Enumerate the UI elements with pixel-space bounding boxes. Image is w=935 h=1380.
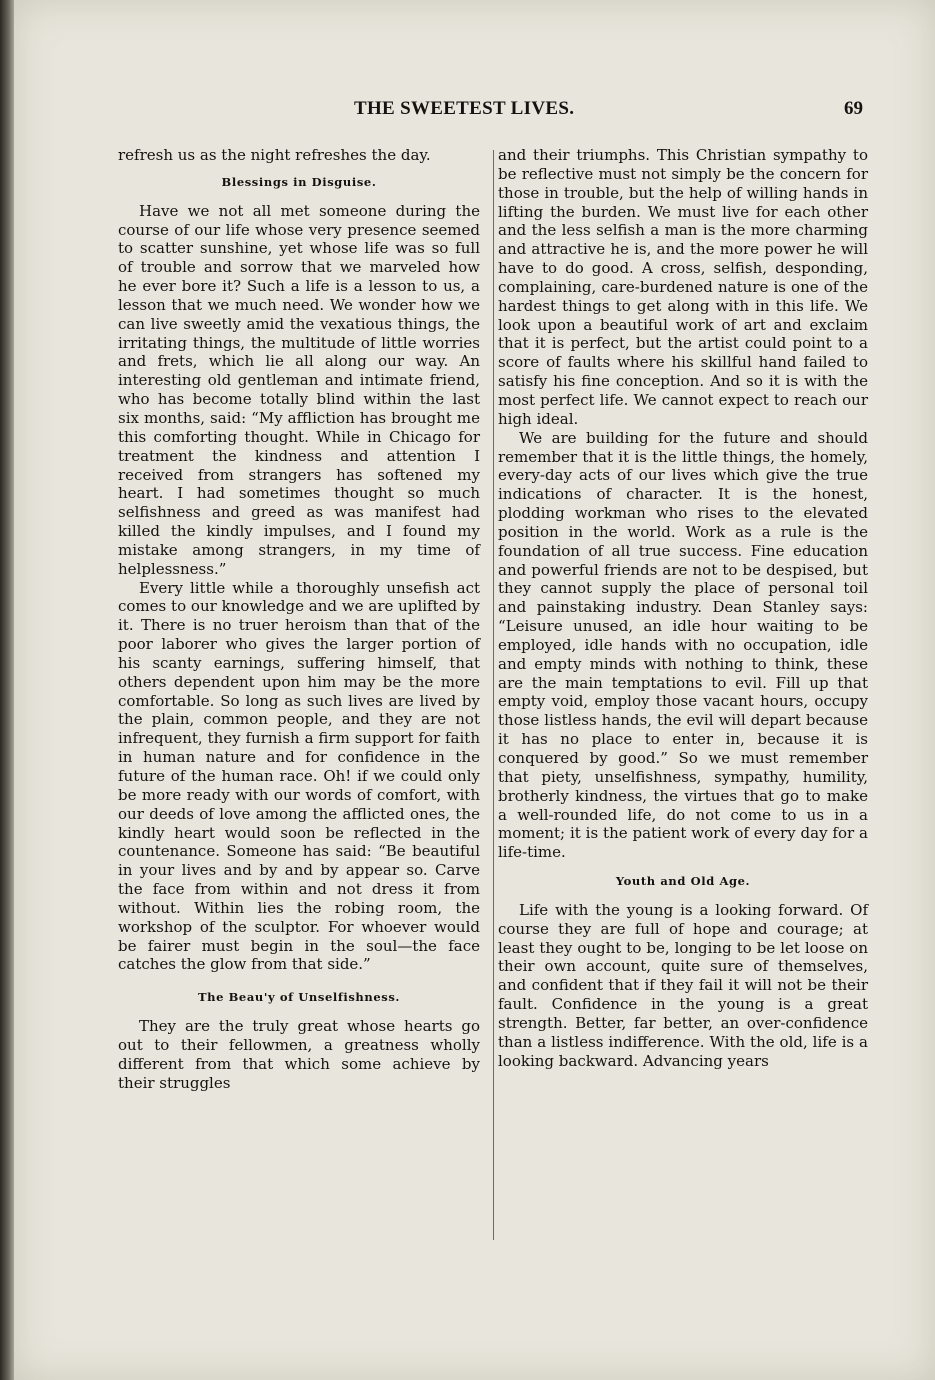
book-page: [14, 0, 935, 1380]
paragraph: We are building for the future and should remember that it is the little things, the homely, every-day acts of our lives which give the true indications of character. It is the honest, plodding workman who rises to the elevated position in the world. Work as a rule is the foundation of all true success. Fine education and powerful friends are not to be despised, but they cannot supply the place of personal toil and painstaking industry. Dean Stanley says: “Leisure unused, an idle hour waiting to be employed, idle hands with no occupation, idle and empty minds with nothing to think, these are the main temptations to evil. Fill up that empty void, employ those vacant hours, occupy those listless hands, the evil will depart because it has no place to enter in, because it is conquered by good.” So we must remember that piety, unselfishness, sympathy, humility, brotherly kindness, the virtues that go to make a well-rounded life, do not come to us in a moment; it is the patient work of every day for a life-time.: [498, 428, 868, 862]
paragraph: and their triumphs. This Christian sympathy to be reflective must not simply be the concern for those in trouble, but the help of willing hands in lifting the burden. We must live for each other and the less selfish a man is the more charming and attractive he is, and the more power he will have to do good. A cross, selfish, desponding, complaining, care-burdened nature is one of the hardest things to get along with in this life. We look upon a beautiful work of art and exclaim that it is perfect, but the artist could point to a score of faults where his skillful hand failed to satisfy his fine conception. And so it is with the most perfect life. We cannot expect to reach our high ideal.: [498, 146, 868, 428]
running-header: [14, 98, 935, 124]
section-heading-youth: Youth and Old Age.: [615, 874, 751, 889]
right-column: [498, 146, 868, 1071]
paragraph: Life with the young is a looking forward. Of course they are full of hope and courage; at least they ought to be, longing to be let loose on their own account, quite sure of themselves, and confident that if they fail it will not be their fault. Confidence in the young is a great strength. Better, far better, an over-confidence than a listless indifference. With the old, life is a looking backward. Advancing years: [498, 900, 868, 1070]
paragraph: Have we not all met someone during the course of our life whose very presence seemed to scatter sunshine, yet whose life was so full of trouble and sorrow that we marveled how he ever bore it? Such a life is a lesson to us, a lesson that we much need. We wonder how we can live sweetly amid the vexatious things, the irritating things, the multitude of little worries and frets, which lie all along our way. An interesting old gentleman and intimate friend, who has become totally blind within the last six months, said: “My affliction has brought me this comforting thought. While in Chicago for treatment the kindness and attention I received from strangers has softened my heart. I had sometimes thought so much selfishness and greed as was manifest had killed the kindly impulses, and I found my mistake among strangers, in my time of helplessness.”: [118, 201, 480, 578]
book-spine-shadow: [0, 0, 14, 1380]
running-title: THE SWEETEST LIVES.: [354, 98, 575, 119]
section-heading-beauty: The Beau'y of Unselfishness.: [197, 990, 401, 1005]
page-number: 69: [844, 98, 863, 119]
continued-paragraph: refresh us as the night refreshes the day.: [118, 146, 431, 164]
paragraph: Every little while a thoroughly unsefish act comes to our knowledge and we are uplifted by it. There is no truer heroism than that of the poor laborer who gives the larger portion of his scanty earnings, suffering himself, that others dependent upon him may be the more comfortable. So long as such lives are lived by the plain, common people, and they are not infrequent, they furnish a firm support for faith in human nature and for confidence in the future of the human race. Oh! if we could only be more ready with our words of comfort, with our deeds of love among the afflicted ones, the kindly heart would soon be reflected in the countenance. Someone has said: “Be beautiful in your lives and by and by appear so. Carve the face from within and not dress it from without. Within lies the robing room, the workshop of the sculptor. For whoever would be fairer must begin in the soul—the face catches the glow from that side.”: [118, 578, 480, 974]
section-heading-blessings: Blessings in Disguise.: [221, 174, 377, 189]
paragraph: They are the truly great whose hearts go out to their fellowmen, a greatness wholly different from that which some achieve by their struggles: [118, 1017, 480, 1092]
column-divider: [493, 150, 494, 1240]
left-column: [118, 146, 480, 1093]
